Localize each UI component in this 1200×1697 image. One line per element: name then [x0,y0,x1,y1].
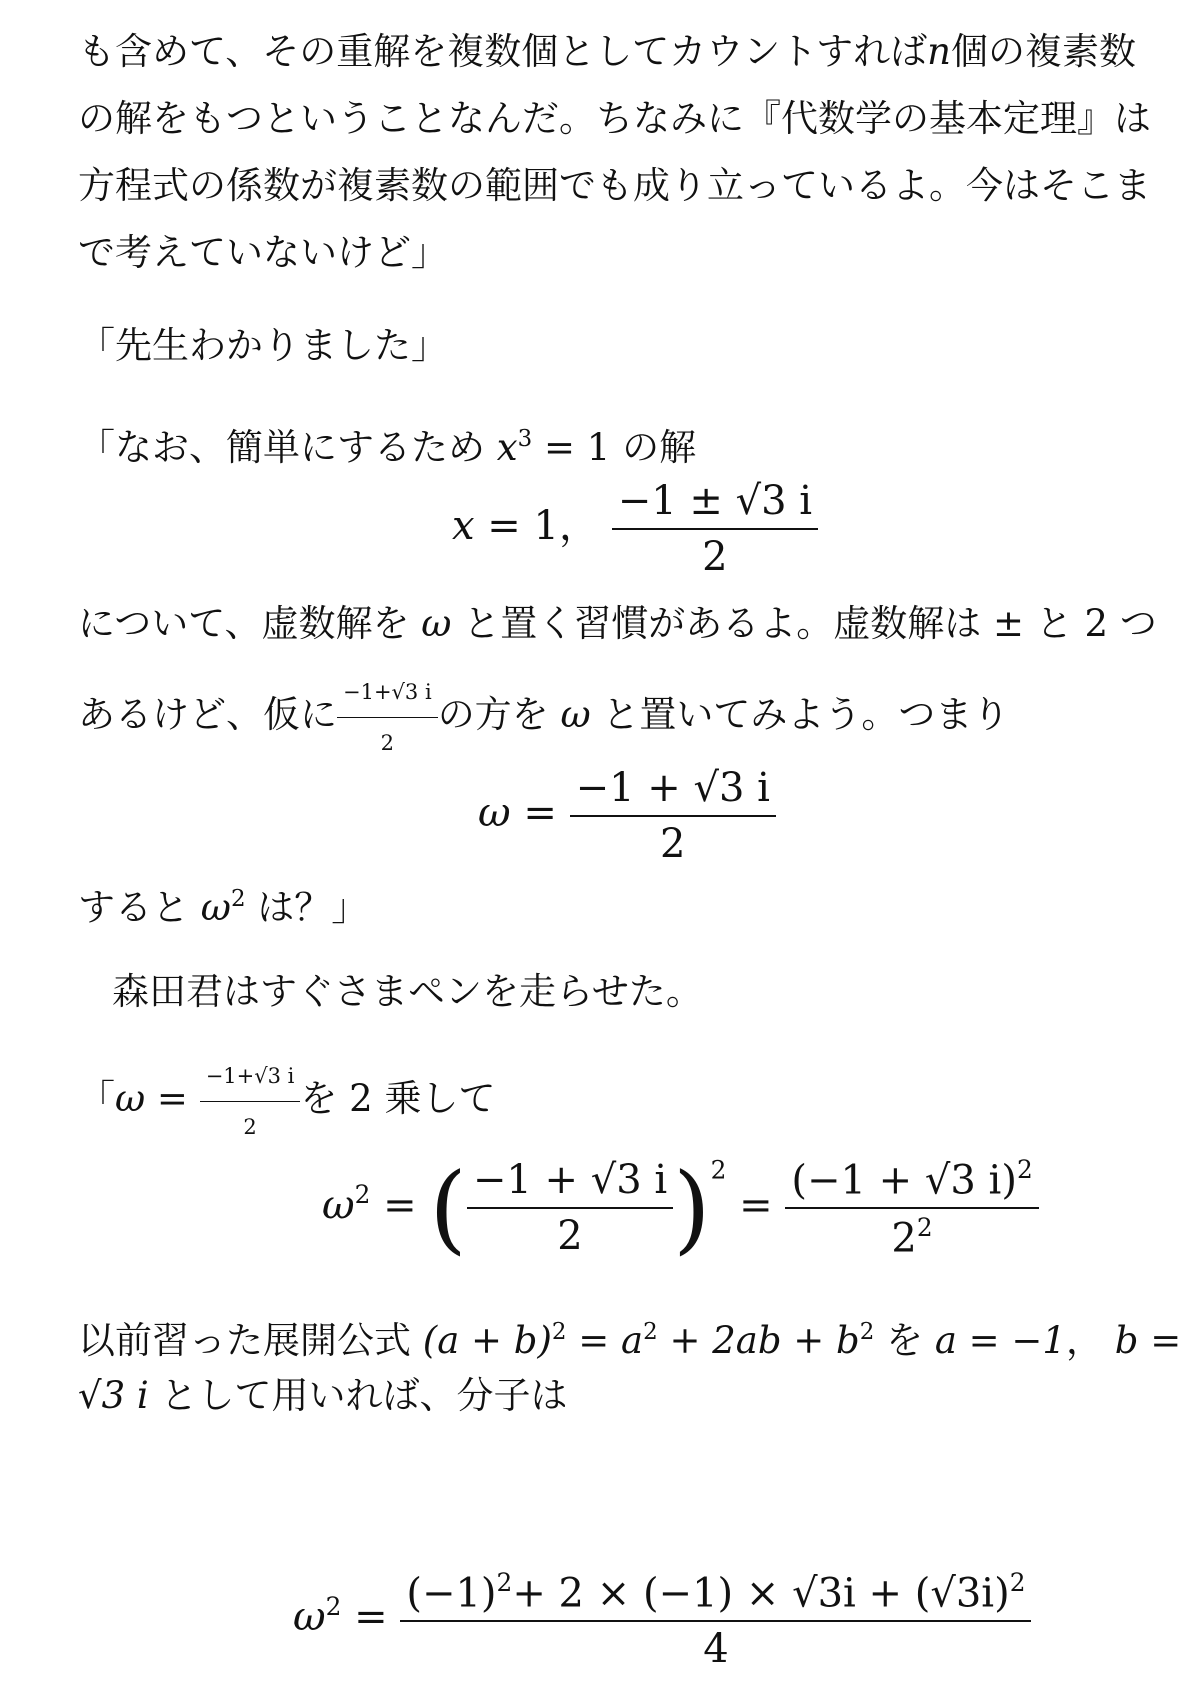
exponent: 2 [859,1319,875,1345]
math-eq: = [354,1594,388,1641]
numerator: −1+√3 i [205,1064,295,1088]
math-n: n [927,30,951,73]
numerator [400,1568,1031,1620]
text: として用いれば、分子は [160,1374,568,1417]
math-omega-eq: ω = [478,790,557,836]
denominator [785,1207,1038,1261]
text-line-13 [78,1372,567,1420]
text: を [300,1077,338,1120]
inline-fraction [337,668,438,767]
exponent: 2 [916,1213,933,1243]
text: 「なお、簡単にするため [78,426,485,470]
math-eq: = 1 [544,426,611,470]
exponent: 2 [551,1319,567,1345]
text-line-6 [78,415,696,472]
math-eq: = [383,1182,417,1229]
numerator-text: (−1) [406,1570,497,1617]
equation-omega-squared [322,1152,1039,1265]
exponent: 3 [517,426,533,452]
text: の解 [622,426,697,470]
denominator: 2 [570,815,776,867]
denominator: 2 [467,1207,673,1259]
denominator: 2 [200,1101,301,1151]
left-paren: ( [429,1152,467,1265]
math-two: 2 [349,1077,373,1120]
denominator: 2 [337,717,438,767]
inline-fraction [200,1052,301,1151]
fraction [400,1568,1031,1672]
text: を [886,1319,924,1363]
numerator: −1 ± √3 i [617,478,813,524]
text: 乗して [384,1077,496,1120]
text-line-12 [78,1308,1181,1365]
text-line-7 [78,600,1157,648]
exponent: 2 [643,1319,658,1345]
text: すると [78,886,189,930]
math-omega-eq: ω = [115,1077,188,1120]
text-line-3: 方程式の係数が複素数の範囲でも成り立っているよ。今はそこま [78,164,1151,207]
numerator: −1 + √3 i [472,1157,668,1204]
math-omega: ω [560,693,591,736]
right-paren: ) [673,1152,711,1265]
math-rhs: = a [578,1319,644,1363]
math-x: x [452,503,475,549]
text: ， [1065,1319,1103,1363]
math-eq: = 1， [487,503,599,549]
math-two: 2 [1084,602,1109,645]
exponent: 2 [230,886,246,912]
text-line-9 [78,875,368,932]
text-line-1 [78,28,1136,76]
exponent: 2 [496,1568,513,1597]
exponent: 2 [1009,1568,1026,1597]
math-sqrt3i: √3 i [78,1374,149,1417]
text-line-4: で考えていないけど」 [78,231,448,274]
denominator: 2 [612,528,818,580]
math-eq: = [739,1182,773,1229]
text-line-10: 森田君はすぐさまペンを走らせた。 [112,970,703,1013]
text: つ [1119,602,1157,645]
fraction [467,1157,673,1259]
text-line-11 [78,1052,495,1151]
denominator-text: 2 [891,1215,917,1262]
fraction [612,478,818,580]
math-omega: ω [322,1182,355,1229]
denominator: 4 [400,1620,1031,1672]
exponent: 2 [710,1155,727,1185]
text: と置く習慣があるよ。虚数解は [463,602,982,645]
numerator-text: (−1 + √3 i) [791,1157,1017,1204]
numerator-text: + 2 × (−1) × √3i + (√3i) [512,1570,1010,1617]
exponent: 2 [1016,1155,1033,1184]
text: の方を [437,693,549,736]
fraction [785,1155,1038,1262]
text-line-2: の解をもつということなんだ。ちなみに『代数学の基本定理』は [78,97,1151,140]
numerator [785,1155,1038,1207]
math-pm: ± [993,602,1025,645]
equation-omega [478,765,776,867]
exponent: 2 [325,1591,342,1621]
math-omega: ω [421,602,452,645]
text: あるけど、仮に [78,693,337,736]
math-x: x [496,426,518,470]
fraction [570,765,776,867]
exponent: 2 [354,1180,371,1209]
equation-expanded [293,1568,1031,1672]
math-omega: ω [293,1594,326,1641]
text: と [1035,602,1073,645]
math-a: a = −1 [934,1319,1066,1363]
text: も含めて、その重解を複数個としてカウントすれば [78,30,928,73]
text-line-8 [78,668,1009,767]
text: は？」 [257,886,369,930]
numerator: −1+√3 i [343,680,432,704]
text: 以前習った展開公式 [78,1319,411,1363]
equation-roots [452,478,818,580]
text-line-5: 「先生わかりました」 [78,324,448,367]
math-omega: ω [200,886,231,930]
math-rhs: + 2ab + b [669,1319,860,1363]
text: と置いてみよう。つまり [602,693,1010,736]
text: について、虚数解を [78,602,410,645]
math-b: b = [1114,1319,1182,1363]
text: 個の複素数 [951,30,1136,73]
math-expand: (a + b) [422,1319,552,1363]
text: 「 [78,1077,115,1120]
numerator: −1 + √3 i [575,765,770,811]
